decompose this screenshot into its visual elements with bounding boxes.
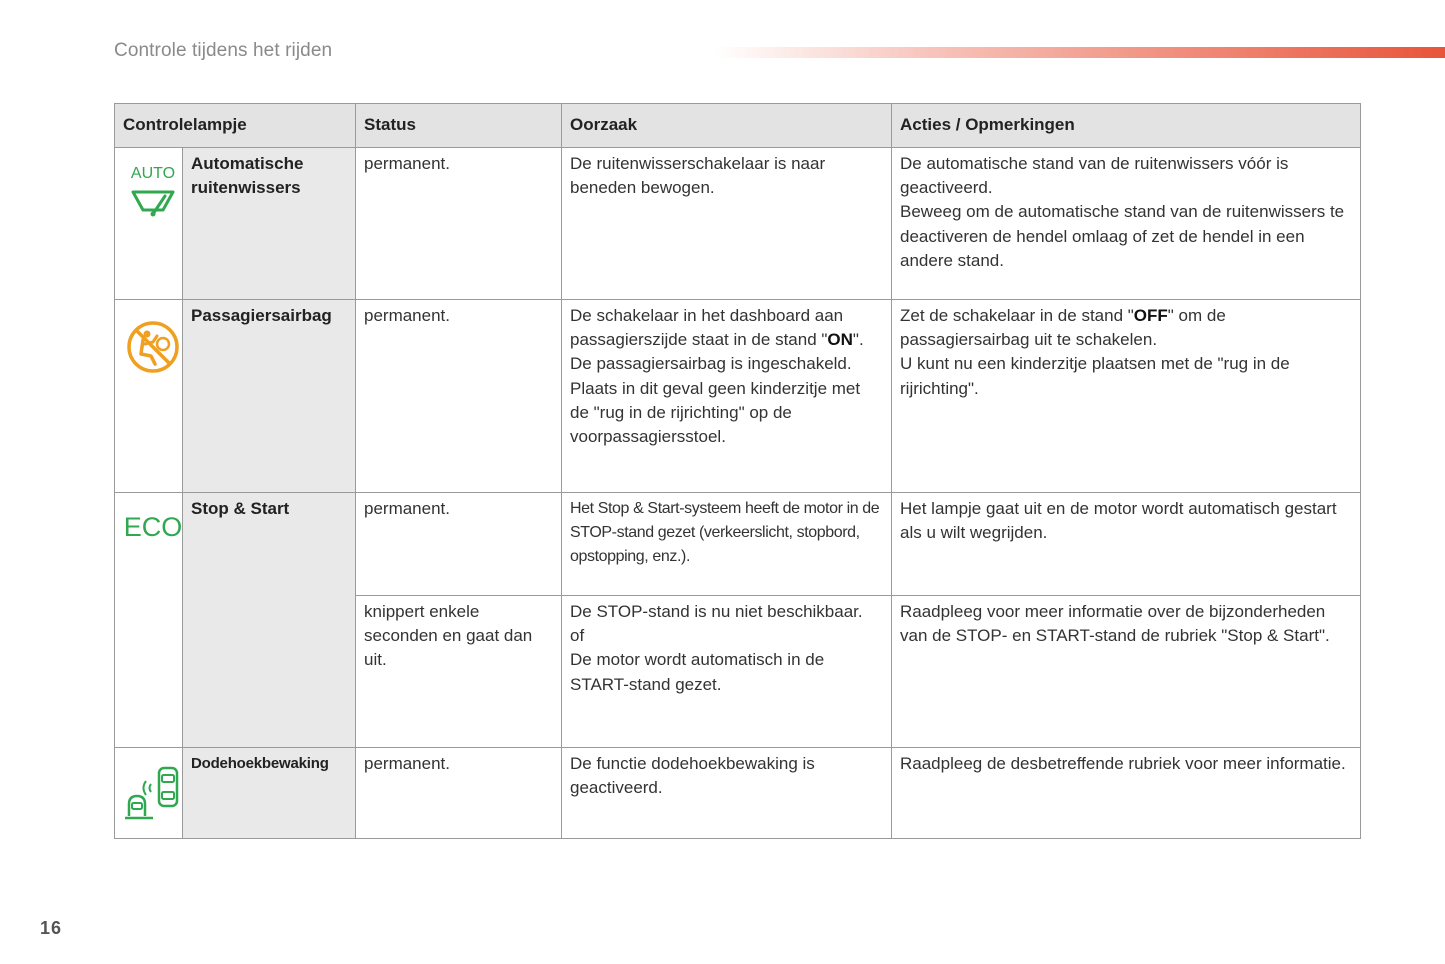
table-row — [115, 148, 1361, 300]
action-cell: Raadpleeg de desbetreffende rubriek voor meer informatie. — [892, 748, 1361, 839]
icon-cell — [115, 748, 183, 839]
auto-wiper-icon — [123, 152, 183, 222]
lamp-name: Dodehoekbewaking — [183, 748, 356, 839]
lamp-name: Automatische ruitenwissers — [183, 148, 356, 300]
action-cell: Het lampje gaat uit en de motor wordt automatisch gestart als u wilt wegrijden. — [892, 493, 1361, 596]
eco-icon-label: ECO — [123, 512, 183, 542]
icon-cell — [115, 148, 183, 300]
column-header-status: Status — [356, 104, 562, 148]
warning-lamps-table — [114, 103, 1361, 839]
cause-cell: De functie dodehoekbewaking is geactiveerd. — [562, 748, 892, 839]
table-row — [115, 300, 1361, 493]
table-row — [115, 748, 1361, 839]
blind-spot-monitoring-icon — [123, 760, 185, 830]
header-accent-bar — [715, 47, 1445, 58]
status-cell: permanent. — [356, 493, 562, 596]
eco-icon — [123, 505, 183, 545]
column-header-actions: Acties / Opmerkingen — [892, 104, 1361, 148]
cause-cell: Het Stop & Start-systeem heeft de motor in de STOP-stand gezet (verkeerslicht, stopbord, opstopping, enz.). — [562, 493, 892, 596]
icon-cell — [115, 493, 183, 748]
status-cell: permanent. — [356, 148, 562, 300]
page-header-title: Controle tijdens het rijden — [114, 40, 333, 61]
cause-cell: De STOP-stand is nu niet beschikbaar. of De motor wordt automatisch in de START-stand gezet. — [562, 596, 892, 748]
table-header-row — [115, 104, 1361, 148]
action-cell: Raadpleeg voor meer informatie over de bijzonderheden van de STOP- en START-stand de rubriek "Stop & Start". — [892, 596, 1361, 748]
action-cell: De automatische stand van de ruitenwissers vóór is geactiveerd. Beweeg om de automatische stand van de ruitenwissers te deactiveren de hendel omlaag of zet de hendel in een andere stand. — [892, 148, 1361, 300]
lamp-name: Passagiersairbag — [183, 300, 356, 493]
action-cell: Zet de schakelaar in de stand "OFF" om de passagiersairbag uit te schakelen. U kunt nu een kinderzitje plaatsen met de "rug in de rijrichting". — [892, 300, 1361, 493]
icon-cell — [115, 300, 183, 493]
column-header-cause: Oorzaak — [562, 104, 892, 148]
lamp-name: Stop & Start — [183, 493, 356, 748]
column-header-lamp: Controlelampje — [115, 104, 356, 148]
status-cell: permanent. — [356, 300, 562, 493]
page-number: 16 — [40, 918, 63, 938]
table-row — [115, 493, 1361, 596]
cause-cell: De schakelaar in het dashboard aan passagierszijde staat in de stand "ON". De passagiersairbag is ingeschakeld. Plaats in dit geval geen kinderzitje met de "rug in de rijrichting" op de voorpassagiersstoel. — [562, 300, 892, 493]
auto-wiper-icon-label: AUTO — [130, 165, 176, 182]
status-cell: knippert enkele seconden en gaat dan uit. — [356, 596, 562, 748]
status-cell: permanent. — [356, 748, 562, 839]
passenger-airbag-off-icon — [123, 310, 183, 384]
cause-cell: De ruitenwisserschakelaar is naar beneden bewogen. — [562, 148, 892, 300]
